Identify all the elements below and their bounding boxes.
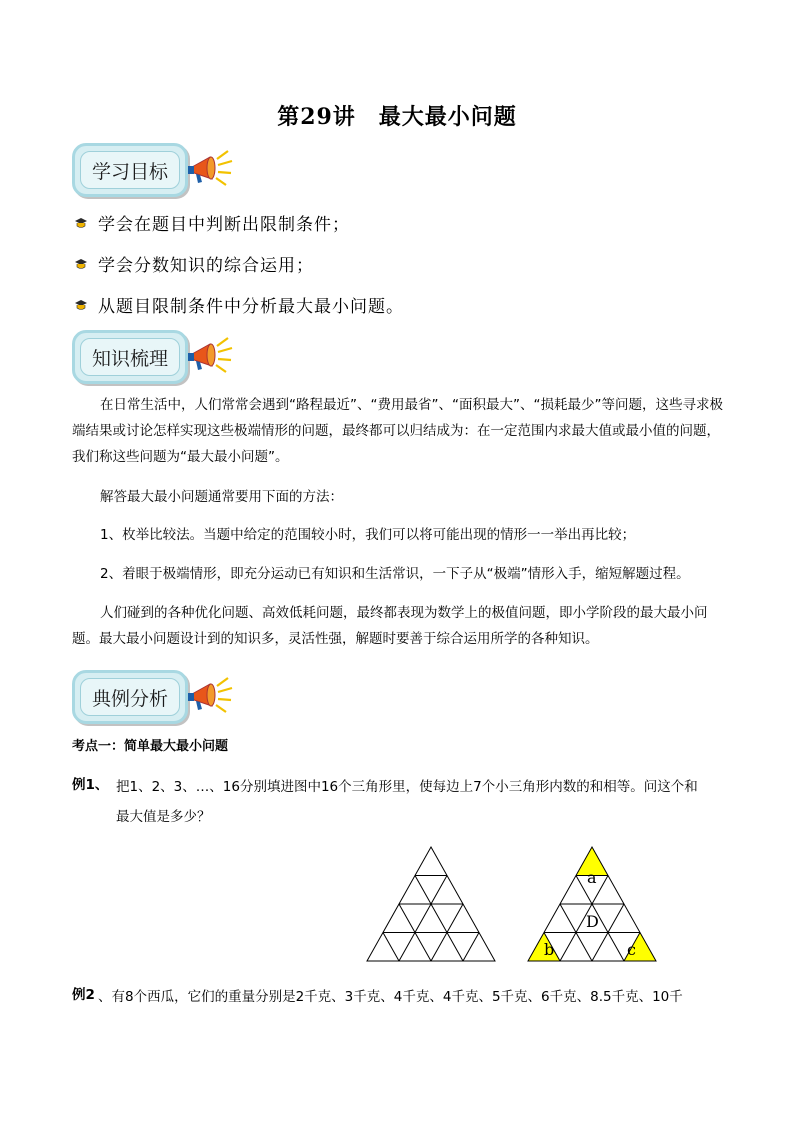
banner-pill bbox=[72, 330, 188, 384]
banner-pill bbox=[72, 143, 188, 197]
knowledge-paragraph: 2、着眼于极端情形，即充分运动已有知识和生活常识，一下子从“极端”情形入手，缩短解题过程。 bbox=[100, 566, 690, 582]
section-banner-knowledge bbox=[72, 330, 272, 386]
page-title: 第29讲 最大最小问题 bbox=[277, 104, 517, 130]
example-label: 例1、 bbox=[72, 777, 109, 793]
goal-item: 学会分数知识的综合运用； bbox=[74, 251, 314, 276]
banner-label: 典例分析 bbox=[80, 678, 180, 716]
bullet-icon bbox=[74, 216, 88, 230]
kaodian-heading: 考点一：简单最大最小问题 bbox=[72, 739, 229, 754]
banner-label: 学习目标 bbox=[80, 151, 180, 189]
megaphone-icon bbox=[186, 334, 234, 376]
label-b: b bbox=[544, 940, 555, 959]
label-d: D bbox=[586, 912, 599, 931]
triangle-grid-empty bbox=[365, 845, 497, 963]
megaphone-icon bbox=[186, 147, 234, 189]
example-text: 最大值是多少？ bbox=[116, 809, 211, 825]
banner-pill bbox=[72, 670, 188, 724]
knowledge-paragraph: 解答最大最小问题通常要用下面的方法： bbox=[100, 489, 343, 505]
label-c: c bbox=[627, 940, 636, 959]
section-banner-goals bbox=[72, 143, 272, 199]
triangle-grid-labeled bbox=[526, 845, 658, 963]
example-text: 、有8个西瓜，它们的重量分别是2千克、3千克、4千克、4千克、5千克、6千克、8.5千克、10千 bbox=[98, 989, 683, 1005]
section-banner-examples bbox=[72, 670, 272, 726]
example-text: 把1、2、3、…、16分别填进图中16个三角形里，使每边上7个小三角形内数的和相等。问这个和 bbox=[116, 779, 698, 795]
bullet-icon bbox=[74, 257, 88, 271]
goal-item: 学会在题目中判断出限制条件； bbox=[74, 210, 350, 235]
knowledge-paragraph: 1、枚举比较法。当题中给定的范围较小时，我们可以将可能出现的情形一一举出再比较； bbox=[100, 527, 636, 543]
bullet-icon bbox=[74, 298, 88, 312]
knowledge-paragraph: 人们碰到的各种优化问题、高效低耗问题，最终都表现为数学上的极值问题，即小学阶段的最大最小问题。最大最小问题设计到的知识多，灵活性强，解题时要善于综合运用所学的各种知识。 bbox=[72, 605, 708, 647]
example-label: 例2 bbox=[72, 987, 95, 1003]
label-a: a bbox=[587, 868, 597, 887]
goal-item: 从题目限制条件中分析最大最小问题。 bbox=[74, 292, 404, 317]
banner-label: 知识梳理 bbox=[80, 338, 180, 376]
megaphone-icon bbox=[186, 674, 234, 716]
knowledge-paragraph: 在日常生活中，人们常常会遇到“路程最近”、“费用最省”、“面积最大”、“损耗最少”等问题，这些寻求极端结果或讨论怎样实现这些极端情形的问题，最终都可以归结成为：在一定范围内求最大值或最小值的问题，我们称这些问题为“最大最小问题”。 bbox=[72, 397, 723, 465]
